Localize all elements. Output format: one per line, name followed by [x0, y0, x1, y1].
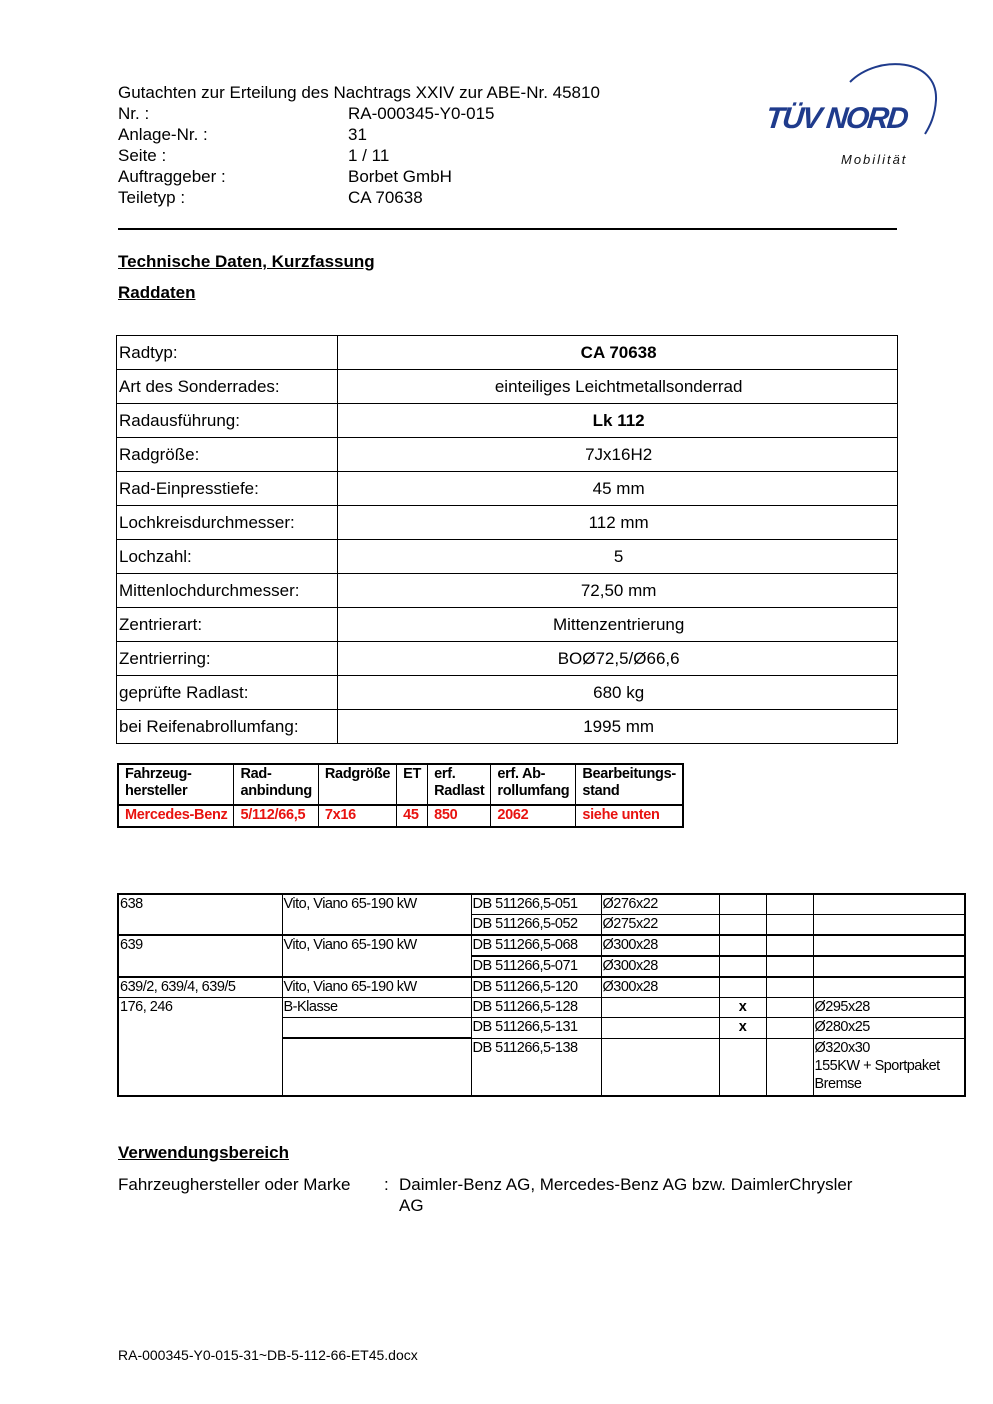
- empty-cell: [813, 894, 965, 915]
- raddaten-label: Radausführung:: [117, 404, 338, 438]
- empty-cell: [719, 977, 766, 998]
- raddaten-label: geprüfte Radlast:: [117, 676, 338, 710]
- vehicle-table: [117, 893, 966, 1097]
- empty-cell: [719, 1038, 766, 1096]
- verwendung-label: Fahrzeughersteller oder Marke: [118, 1175, 351, 1194]
- model-cell: Vito, Viano 65-190 kW: [282, 977, 471, 998]
- brake-cell: Ø300x28: [601, 977, 719, 998]
- table-row: [117, 370, 898, 404]
- brake-line: Bremse: [814, 1075, 862, 1092]
- table-row: [117, 438, 898, 472]
- raddaten-value: Mittenzentrierung: [338, 608, 898, 642]
- table-row: [117, 676, 898, 710]
- raddaten-table: [116, 335, 898, 744]
- header-field-label: Anlage-Nr. :: [118, 125, 208, 144]
- empty-cell: [282, 1038, 471, 1096]
- db-cell: DB 511266,5-128: [471, 998, 601, 1018]
- data-cell: Mercedes-Benz: [118, 805, 234, 827]
- raddaten-value: CA 70638: [338, 336, 898, 370]
- empty-cell: [766, 998, 813, 1018]
- brake-cell: Ø300x28: [601, 956, 719, 977]
- empty-cell: [766, 977, 813, 998]
- empty-cell: [719, 935, 766, 956]
- table-row: [117, 574, 898, 608]
- tuev-nord-logo: [760, 56, 940, 172]
- empty-cell: [813, 915, 965, 936]
- db-cell: DB 511266,5-120: [471, 977, 601, 998]
- raddaten-label: Zentrierring:: [117, 642, 338, 676]
- raddaten-value: einteiliges Leichtmetallsonderrad: [338, 370, 898, 404]
- empty-cell: [766, 894, 813, 915]
- raddaten-label: Lochzahl:: [117, 540, 338, 574]
- db-cell: DB 511266,5-052: [471, 915, 601, 936]
- empty-cell: [282, 1018, 471, 1039]
- empty-cell: [766, 956, 813, 977]
- typ-cell: 638: [118, 894, 282, 935]
- table-row: [117, 710, 898, 744]
- table-row: [118, 805, 683, 827]
- model-cell: B-Klasse: [282, 998, 471, 1018]
- raddaten-label: Mittenlochdurchmesser:: [117, 574, 338, 608]
- raddaten-value: 680 kg: [338, 676, 898, 710]
- raddaten-label: Radtyp:: [117, 336, 338, 370]
- report-title: Gutachten zur Erteilung des Nachtrags XXIV zur ABE-Nr. 45810: [118, 83, 600, 102]
- data-cell: 2062: [491, 805, 576, 827]
- raddaten-value: 7Jx16H2: [338, 438, 898, 472]
- footer-filename: RA-000345-Y0-015-31~DB-5-112-66-ET45.docx: [118, 1347, 418, 1363]
- raddaten-label: bei Reifenabrollumfang:: [117, 710, 338, 744]
- raddaten-value: BOØ72,5/Ø66,6: [338, 642, 898, 676]
- header-field-value: 31: [348, 125, 367, 144]
- verwendung-value-line1: Daimler-Benz AG, Mercedes-Benz AG bzw. DaimlerChrysler: [399, 1175, 853, 1194]
- empty-cell: [766, 935, 813, 956]
- table-row: [118, 894, 965, 915]
- header-field-label: Auftraggeber :: [118, 167, 226, 186]
- empty-cell: [601, 998, 719, 1018]
- db-cell: DB 511266,5-138: [471, 1038, 601, 1096]
- heading-technische: Technische Daten, Kurzfassung: [118, 252, 375, 271]
- empty-cell: [813, 977, 965, 998]
- raddaten-value: Lk 112: [338, 404, 898, 438]
- brake-cell: Ø276x22: [601, 894, 719, 915]
- table-row: [117, 642, 898, 676]
- empty-cell: [766, 1038, 813, 1096]
- column-header: Rad- anbindung: [234, 764, 318, 805]
- db-cell: DB 511266,5-071: [471, 956, 601, 977]
- typ-cell: 176, 246: [118, 998, 282, 1097]
- raddaten-label: Lochkreisdurchmesser:: [117, 506, 338, 540]
- empty-cell: [766, 915, 813, 936]
- table-row: [117, 506, 898, 540]
- header-field-value: RA-000345-Y0-015: [348, 104, 495, 123]
- empty-cell: [719, 915, 766, 936]
- header-field-value: 1 / 11: [348, 146, 390, 165]
- raddaten-label: Art des Sonderrades:: [117, 370, 338, 404]
- empty-cell: [719, 894, 766, 915]
- table-row: [117, 608, 898, 642]
- data-cell: 7x16: [318, 805, 396, 827]
- header-field-label: Seite :: [118, 146, 167, 165]
- column-header: Radgröße: [318, 764, 396, 805]
- db-cell: DB 511266,5-051: [471, 894, 601, 915]
- empty-cell: [813, 956, 965, 977]
- table-row: [117, 336, 898, 370]
- empty-cell: [813, 935, 965, 956]
- data-cell: 45: [397, 805, 428, 827]
- db-cell: DB 511266,5-131: [471, 1018, 601, 1039]
- raddaten-value: 1995 mm: [338, 710, 898, 744]
- header-field-value: Borbet GmbH: [348, 167, 452, 186]
- logo-subtitle: Mobilität: [841, 152, 908, 167]
- typ-cell: 639: [118, 935, 282, 977]
- db-cell: DB 511266,5-068: [471, 935, 601, 956]
- header-field-label: Nr. :: [118, 104, 150, 123]
- table-row: [118, 977, 965, 998]
- table-row: [117, 404, 898, 438]
- data-cell: 850: [428, 805, 491, 827]
- column-header: erf. Ab- rollumfang: [491, 764, 576, 805]
- raddaten-label: Radgröße:: [117, 438, 338, 472]
- raddaten-value: 45 mm: [338, 472, 898, 506]
- brake-cell: Ø275x22: [601, 915, 719, 936]
- mark-cell: x: [719, 1018, 766, 1039]
- typ-cell: 639/2, 639/4, 639/5: [118, 977, 282, 998]
- brake-cell: [813, 1038, 965, 1096]
- header-field-value: CA 70638: [348, 188, 423, 207]
- header-rule: [118, 228, 897, 230]
- column-header: ET: [397, 764, 428, 805]
- table-header-row: [118, 764, 683, 805]
- raddaten-label: Rad-Einpresstiefe:: [117, 472, 338, 506]
- brake-cell: Ø295x28: [813, 998, 965, 1018]
- header-field-label: Teiletyp :: [118, 188, 186, 207]
- raddaten-value: 112 mm: [338, 506, 898, 540]
- empty-cell: [601, 1018, 719, 1039]
- brake-cell: Ø280x25: [813, 1018, 965, 1039]
- table-row: [117, 472, 898, 506]
- verwendung-value-line2: AG: [399, 1196, 424, 1215]
- brake-cell: Ø300x28: [601, 935, 719, 956]
- model-cell: Vito, Viano 65-190 kW: [282, 935, 471, 977]
- empty-cell: [766, 1018, 813, 1039]
- column-header: Fahrzeug- hersteller: [118, 764, 234, 805]
- table-row: [117, 540, 898, 574]
- table-row: [118, 998, 965, 1018]
- raddaten-label: Zentrierart:: [117, 608, 338, 642]
- model-cell: Vito, Viano 65-190 kW: [282, 894, 471, 935]
- data-cell: siehe unten: [576, 805, 683, 827]
- mark-cell: x: [719, 998, 766, 1018]
- brake-line: 155KW + Sportpaket: [814, 1057, 940, 1074]
- brake-line: Ø320x30: [814, 1039, 870, 1056]
- verwendung-separator: :: [384, 1175, 389, 1194]
- heading-raddaten: Raddaten: [118, 283, 196, 302]
- logo-brand: TÜV NORD: [764, 102, 909, 135]
- fahrzeug-table: [117, 763, 684, 828]
- empty-cell: [719, 956, 766, 977]
- table-row: [118, 935, 965, 956]
- raddaten-value: 72,50 mm: [338, 574, 898, 608]
- empty-cell: [601, 1038, 719, 1096]
- column-header: Bearbeitungs- stand: [576, 764, 683, 805]
- data-cell: 5/112/66,5: [234, 805, 318, 827]
- raddaten-value: 5: [338, 540, 898, 574]
- heading-verwendung: Verwendungsbereich: [118, 1143, 289, 1162]
- column-header: erf. Radlast: [428, 764, 491, 805]
